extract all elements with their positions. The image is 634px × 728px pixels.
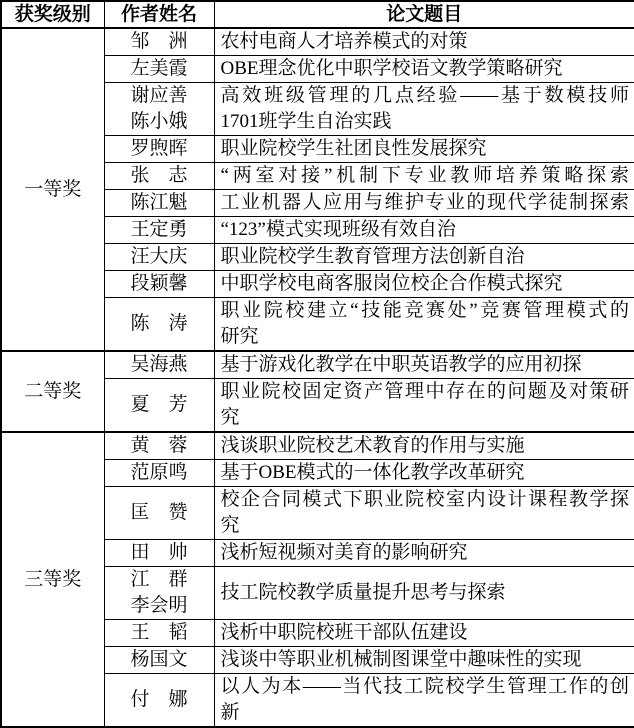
author-name-cell	[104, 620, 214, 647]
award-table-header	[1, 1, 634, 28]
paper-title-line: 职业院校学生社团良性发展探究	[220, 138, 487, 159]
paper-title-cell	[214, 298, 634, 352]
paper-title-cell	[214, 674, 634, 728]
author-name-line: 匡 赞	[130, 502, 188, 523]
paper-title-cell	[214, 567, 634, 620]
paper-title-line: 工业机器人应用与维护专业的现代学徒制探索	[220, 192, 629, 213]
author-name-cell	[104, 190, 214, 217]
paper-title-line: 1701班学生自治实践	[220, 111, 392, 132]
paper-title-line: 职业院校建立“技能竞赛处”竞赛管理模式的	[220, 300, 629, 321]
author-name-line: 王 韬	[130, 622, 188, 643]
award-table-body	[1, 28, 634, 727]
author-name-cell	[104, 298, 214, 352]
author-name-cell	[104, 351, 214, 379]
paper-title-line: 研究	[220, 326, 259, 347]
author-name-line: 吴海燕	[130, 354, 188, 375]
paper-title-cell	[214, 244, 634, 271]
author-name-line: 李会明	[130, 595, 188, 616]
author-name-line: 谢应善	[130, 85, 188, 106]
author-name-line: 邹 洲	[130, 31, 188, 52]
paper-title-line: 究	[220, 407, 240, 428]
paper-title-line: 新	[220, 702, 240, 723]
paper-title-cell	[214, 647, 634, 674]
author-name-cell	[104, 28, 214, 56]
author-name-cell	[104, 56, 214, 83]
author-name-cell	[104, 567, 214, 620]
author-name-cell	[104, 163, 214, 190]
author-name-cell	[104, 540, 214, 567]
author-name-line: 江 群	[130, 569, 188, 590]
author-name-line: 陈小娥	[130, 111, 188, 132]
author-name-line: 罗煦晖	[130, 138, 188, 159]
paper-title-line: 究	[220, 515, 240, 536]
award-level-cell: 一等奖	[1, 28, 104, 351]
author-name-cell	[104, 647, 214, 674]
author-name-line: 陈 涛	[130, 313, 188, 334]
paper-title-cell	[214, 620, 634, 647]
author-name-cell	[104, 136, 214, 163]
paper-title-line: 职业院校固定资产管理中存在的问题及对策研	[220, 381, 629, 402]
author-name-line: 陈江魁	[130, 192, 188, 213]
paper-title-line: “两室对接”机制下专业教师培养策略探索	[220, 165, 629, 186]
author-name-cell	[104, 432, 214, 460]
table-row	[1, 432, 634, 460]
paper-title-line: 中职学校电商客服岗位校企合作模式探究	[220, 273, 563, 294]
author-name-cell	[104, 379, 214, 433]
author-name-line: 左美霞	[130, 58, 188, 79]
paper-title-cell	[214, 432, 634, 460]
paper-title-line: 浅谈职业院校艺术教育的作用与实施	[220, 435, 525, 456]
header-row	[1, 1, 634, 28]
paper-title-line: 基于OBE模式的一体化教学改革研究	[220, 462, 525, 483]
author-name-cell	[104, 83, 214, 136]
author-name-line: 段颖馨	[130, 273, 188, 294]
paper-title-line: 浅析中职院校班干部队伍建设	[220, 622, 468, 643]
author-name-line: 杨国文	[130, 649, 188, 670]
author-name-cell	[104, 487, 214, 540]
paper-title-cell	[214, 56, 634, 83]
paper-title-line: 以人为本——当代技工院校学生管理工作的创	[220, 676, 629, 697]
paper-title-line: 校企合同模式下职业院校室内设计课程教学探	[220, 489, 629, 510]
author-name-line: 夏 芳	[130, 394, 188, 415]
paper-title-cell	[214, 271, 634, 298]
author-name-cell	[104, 217, 214, 244]
paper-title-cell	[214, 487, 634, 540]
paper-title-line: 技工院校教学质量提升思考与探索	[220, 582, 506, 603]
table-row	[1, 351, 634, 379]
paper-title-cell	[214, 379, 634, 433]
author-name-line: 范原鸣	[130, 462, 188, 483]
table-row	[1, 28, 634, 56]
award-level-cell: 三等奖	[1, 432, 104, 727]
paper-title-line: “123”模式实现班级有效自治	[220, 219, 456, 240]
paper-title-cell	[214, 28, 634, 56]
paper-title-cell	[214, 351, 634, 379]
paper-title-cell	[214, 190, 634, 217]
author-name-line: 付 娜	[130, 689, 188, 710]
author-name-cell	[104, 271, 214, 298]
author-name-line: 张 志	[130, 165, 188, 186]
paper-title-line: 职业院校学生教育管理方法创新自治	[220, 246, 525, 267]
author-name-line: 黄 蓉	[130, 435, 188, 456]
paper-title-line: 农村电商人才培养模式的对策	[220, 31, 468, 52]
paper-title-line: 浅析短视频对美育的影响研究	[220, 542, 468, 563]
paper-title-cell	[214, 540, 634, 567]
paper-title-cell	[214, 83, 634, 136]
paper-title-cell	[214, 217, 634, 244]
col-header-award-level: 获奖级别	[1, 1, 104, 28]
paper-title-line: 浅谈中等职业机械制图课堂中趣味性的实现	[220, 649, 582, 670]
author-name-line: 田 帅	[130, 542, 188, 563]
author-name-line: 汪大庆	[130, 246, 188, 267]
author-name-cell	[104, 244, 214, 271]
col-header-paper-title: 论文题目	[214, 1, 634, 28]
author-name-cell	[104, 460, 214, 487]
paper-title-cell	[214, 460, 634, 487]
author-name-cell	[104, 674, 214, 728]
paper-title-line: OBE理念优化中职学校语文教学策略研究	[220, 58, 563, 79]
paper-title-line: 基于游戏化教学在中职英语教学的应用初探	[220, 354, 582, 375]
paper-title-cell	[214, 136, 634, 163]
paper-title-cell	[214, 163, 634, 190]
paper-title-line: 高效班级管理的几点经验——基于数模技师	[220, 85, 629, 106]
col-header-author-name: 作者姓名	[104, 1, 214, 28]
award-level-cell: 二等奖	[1, 351, 104, 432]
author-name-line: 王定勇	[130, 219, 188, 240]
